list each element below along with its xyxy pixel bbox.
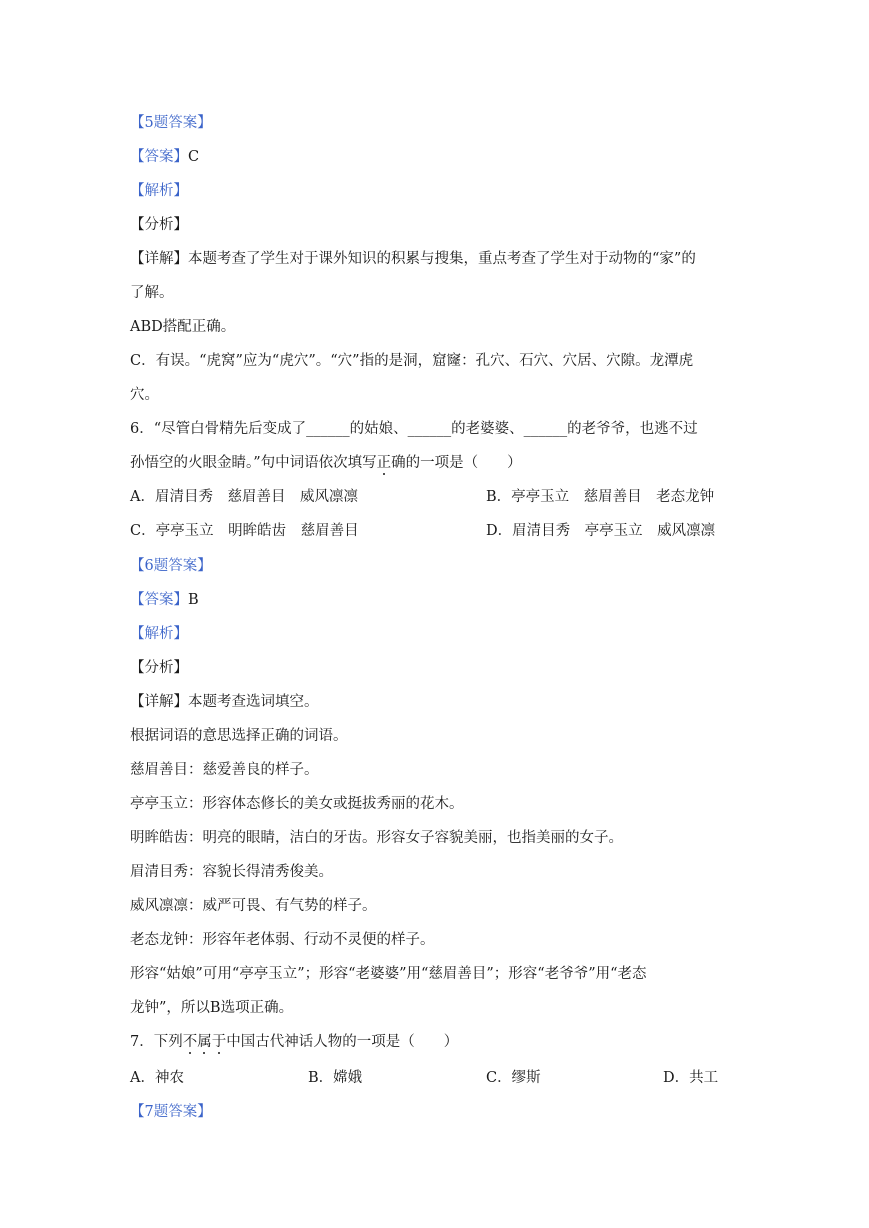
q6-emphasis-char: 正 [376,455,392,471]
q6-explanation-line: 根据词语的意思选择正确的词语。 [130,728,348,744]
q5-abd-line: ABD搭配正确。 [130,319,236,335]
q6-answer-label: 【答案】 [130,592,188,608]
q6-detail-text: 本题考查选词填空。 [188,694,319,710]
q7-question-line [130,1032,458,1052]
q6-fenxi-label: 【分析】 [130,660,188,676]
q6-explanation-line: 威风凛凛：威严可畏、有气势的样子。 [130,898,377,914]
q6-option-a: A．眉清目秀 慈眉善目 威风凛凛 [130,489,358,505]
q6-answer-heading: 【6题答案】 [130,558,212,574]
q7-emphasis-char: 属 [197,1034,212,1050]
q7-emphasis-char: 不 [182,1034,198,1050]
q6-option-d: D．眉清目秀 亭亭玉立 威风凛凛 [486,523,716,539]
q6-explanation-line: 形容“姑娘”可用“亭亭玉立”；形容“老婆婆”用“慈眉善目”；形容“老爷爷”用“老态 [130,966,647,982]
q6-explanation-line: 老态龙钟：形容年老体弱、行动不灵便的样子。 [130,932,435,948]
q6-question-line-2 [130,453,522,473]
q5-answer-line [130,147,199,167]
q5-detail-label: 【详解】 [130,251,188,267]
q6-answer-value: B [188,592,199,608]
q6-option-b: B．亭亭玉立 慈眉善目 老态龙钟 [486,489,715,505]
q7-option-a: A．神农 [130,1070,184,1086]
q6-answer-line [130,590,199,610]
q6-explanation-line: 眉清目秀：容貌长得清秀俊美。 [130,864,333,880]
q6-explanation-line: 龙钟”，所以B选项正确。 [130,1000,294,1016]
q7-option-d: D．共工 [663,1070,719,1086]
q5-fenxi-label: 【分析】 [130,217,188,233]
q5-analysis-label: 【解析】 [130,183,188,199]
q6-question-part-c: 确的一项是（ ） [391,455,522,471]
q6-explanation-line: 慈眉善目：慈爱善良的样子。 [130,762,319,778]
q7-option-c: C．缪斯 [486,1070,541,1086]
q6-explanation-line: 亭亭玉立：形容体态修长的美女或挺拔秀丽的花木。 [130,796,464,812]
q6-detail-label: 【详解】 [130,694,188,710]
q5-detail-text: 本题考查了学生对于课外知识的积累与搜集，重点考查了学生对于动物的“家”的 [188,251,696,267]
q7-emphasis-char: 于 [211,1034,227,1050]
q5-answer-label: 【答案】 [130,149,188,165]
q5-detail-line-2: 了解。 [130,285,174,301]
q5-detail-line-1 [130,249,696,269]
q5-c-line-2: 穴。 [130,387,159,403]
q7-option-b: B．嫦娥 [308,1070,363,1086]
q6-question-line-1: 6．“尽管白骨精先后变成了______的姑娘、______的老婆婆、______的老爷爷，也逃不过 [130,421,698,437]
q6-explanation-line: 明眸皓齿：明亮的眼睛，洁白的牙齿。形容女子容貌美丽，也指美丽的女子。 [130,830,623,846]
q7-question-part-a: 7．下列 [130,1034,183,1050]
q6-question-part-a: 孙悟空的火眼金睛。”句中词语依次填写 [130,455,377,471]
q7-answer-heading: 【7题答案】 [130,1104,212,1120]
q5-answer-value: C [188,149,200,165]
q5-c-line-1: C．有误。“虎窝”应为“虎穴”。“穴”指的是洞，窟窿：孔穴、石穴、穴居、穴隙。龙潭虎 [130,353,694,369]
q6-analysis-label: 【解析】 [130,626,188,642]
q6-option-c: C．亭亭玉立 明眸皓齿 慈眉善目 [130,523,359,539]
q7-question-part-e: 中国古代神话人物的一项是（ ） [226,1034,459,1050]
q5-answer-heading: 【5题答案】 [130,115,212,131]
q6-detail-line [130,692,319,712]
